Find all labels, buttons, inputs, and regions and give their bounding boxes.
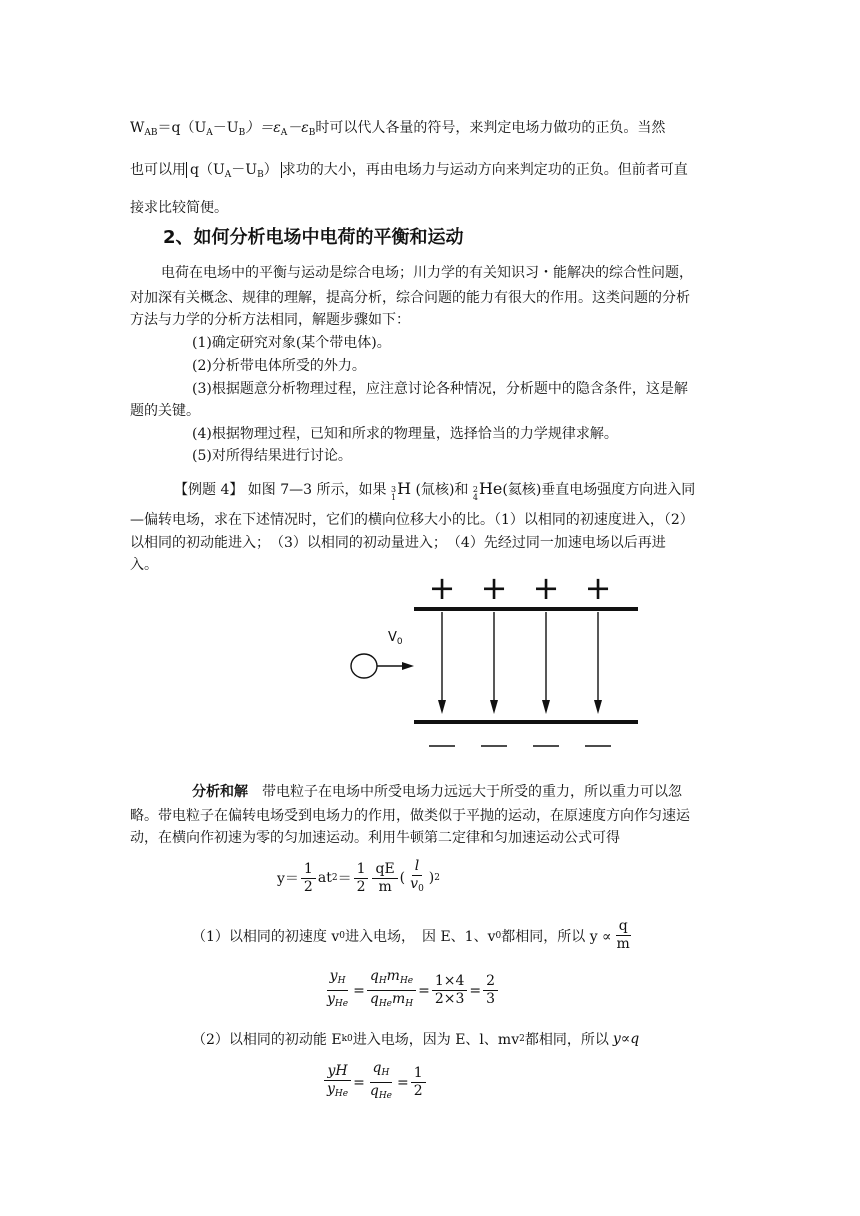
denominator: 2 [303,878,313,895]
subscript-a: A [280,128,288,138]
denominator: 2×3 [434,991,465,1007]
fraction-half [354,861,369,896]
arrowhead [438,700,446,714]
q: q [369,1083,379,1099]
charge-number: 4 [472,493,478,502]
text: 求功的大小，再由电场力与运动方向来判定功的正负。但前者可直 [281,162,688,178]
sub: H [405,999,414,1009]
subscript-a: A [206,128,213,138]
negative-plate [414,720,638,724]
text: 进入电场，因为 E、l、mv [352,1032,520,1048]
mass-number: 2 [472,485,478,494]
paragraph-line: 对加深有关概念、规律的理解，提高分析，综合问题的能力有很大的作用。这类问题的分析 [130,290,690,306]
step-3-cont: 题的关键。 [130,403,200,419]
text: 带电粒子在电场中所受电场力远远大于所受的重力，所以重力可以忽 [248,784,682,800]
sub: H [337,976,346,986]
paragraph-line: 方法与力学的分析方法相同，解题步骤如下： [130,312,410,328]
fraction-q-ratio [367,1060,395,1105]
isotope-numbers [473,486,478,502]
denominator [407,876,427,898]
numerator [367,968,416,991]
particle [351,654,377,678]
fraction-y-ratio [324,1063,351,1103]
eq-text: ( [399,870,406,886]
eq-text: y＝ [277,871,299,887]
q: q [369,968,379,984]
q: q [630,1031,640,1047]
superscript: 2 [434,873,440,883]
field-arrowheads [438,700,602,714]
sub: H [378,976,387,986]
step-3: (3)根据题意分析物理过程，应注意讨论各种情况，分析题中的隐含条件，这是解 [192,381,688,397]
text: ） [263,162,278,178]
superscript: 2 [331,873,338,883]
analysis-line-2: 略。带电粒子在偏转电场受到电场力的作用，做类似于平抛的运动，在原速度方向作匀速运 [130,808,690,824]
eq-text: ) [428,870,435,886]
equals: = [418,982,430,999]
numerator: 1×4 [432,973,468,991]
numerator: 1 [301,861,316,879]
sub: 0 [418,884,424,894]
element-symbol: H [397,479,412,498]
step-1: (1)确定研究对象(某个带电体)。 [192,335,391,351]
text: (氦核)垂直电场强度方向进入同 [502,482,696,498]
ratio-equation-1 [322,968,500,1013]
numerator: qE [372,861,397,879]
analysis-label: 分析和解 [192,784,248,800]
denominator [324,1081,351,1103]
sub: 0 [495,930,502,941]
text: 时可以代人各量的符号，来判定电场力做功的正负。当然 [315,120,666,136]
sub: k0 [341,1034,353,1044]
arrowhead [490,700,498,714]
example-line-1 [174,480,695,502]
analysis-line-3: 动，在横向作初速为零的匀加速运动。利用牛顿第二定律和匀加速运动公式可得 [130,830,620,846]
equals: = [353,1074,365,1091]
y: y [612,1031,621,1047]
plus-sign: + [532,569,560,607]
ratio-equation-2 [322,1060,428,1105]
text: 进入电场， 因 E、1、v [345,928,496,945]
denominator: m [616,936,630,952]
q: q [372,1060,382,1076]
abs-expression [186,162,282,178]
equals: = [469,982,482,999]
numerator: q [616,918,631,936]
y: y [327,1080,335,1097]
example-line-4: 入。 [130,557,158,573]
text: －U [231,162,258,178]
denominator [367,991,416,1013]
text: －ε [287,120,309,136]
proportional: ∝ [620,1031,631,1047]
numerator [370,1060,393,1083]
equation-displacement [277,858,440,898]
v-label: V [388,630,397,645]
plus-sign: + [584,569,612,607]
text: ）＝ε [245,120,281,136]
numerator: 2 [483,973,498,991]
text: （2）以相同的初动能 E [192,1032,342,1048]
sub: He [334,1088,349,1099]
subscript-a: A [224,170,232,180]
eq-text: ＝ [337,871,352,887]
subscript-b: B [238,128,246,138]
fraction-l-v0 [407,858,427,898]
fraction-q-m [614,918,633,953]
analysis-line-1 [192,783,682,801]
denominator [367,1083,395,1105]
sub: H [381,1068,390,1078]
sub: He [378,999,392,1009]
field-lines [442,612,598,708]
fraction-half [301,861,316,896]
plus-sign: + [480,569,508,607]
text: 都相同，所以 y ∝ [501,928,612,945]
fraction-result [483,973,498,1008]
text: －U [212,120,239,136]
v: v [410,876,419,892]
sup: 2 [519,1034,525,1044]
eq-text: at [317,870,332,886]
case-1-line [192,918,635,953]
denominator: m [378,878,392,895]
paragraph-line-2 [130,161,688,184]
plus-sign: + [428,569,456,607]
y: y [327,991,335,1007]
text-w: W [130,120,145,136]
section-heading: 2、如何分析电场中电荷的平衡和运动 [163,227,464,248]
numerator [327,968,349,991]
equals: = [353,982,365,999]
element-symbol: He [478,479,503,498]
subscript-b: B [308,128,316,138]
arrowhead [542,700,550,714]
m: m [386,968,400,984]
text: q（U [190,162,225,178]
y: y [329,968,338,984]
denominator [324,991,351,1013]
velocity-label [388,630,403,647]
text: ＝q（U [157,120,207,136]
mass-number: 3 [390,485,397,494]
v-sub: 0 [396,637,403,647]
fraction-qm-ratio [367,968,416,1013]
case-2-line [192,1029,639,1049]
text: 都相同，所以 [524,1032,609,1048]
text: 如图 7—3 所示，如果 [243,482,387,498]
charge-number: 1 [390,493,397,502]
denominator: 2 [413,1083,423,1099]
text: (氚核)和 [411,482,469,498]
subscript-ab: AB [144,128,158,138]
text: 也可以用 [130,162,186,178]
example-label: 【例题 4】 [174,482,244,498]
paragraph-line: 电荷在电场中的平衡与运动是综合电场；川力学的有关知识习・能解决的综合性问题， [161,265,693,281]
subscript-b: B [257,170,264,180]
numerator: l [412,858,422,876]
paragraph-line-3: 接求比较简便。 [130,200,228,216]
denominator: 2 [356,878,366,895]
q: q [369,991,379,1007]
velocity-arrowhead [402,662,414,670]
sub: He [378,1091,392,1101]
isotope-numbers [391,486,396,502]
arrowhead [594,700,602,714]
text: （1）以相同的初速度 v [192,928,340,945]
sub: He [334,999,349,1009]
fraction-y-ratio [324,968,351,1013]
numerator: 1 [354,861,369,879]
numerator: yH [324,1063,350,1081]
step-2: (2)分析带电体所受的外力。 [192,358,366,374]
m: m [392,991,406,1007]
sub: He [399,976,414,986]
numerator: 1 [411,1065,426,1083]
fraction-numeric [432,973,468,1008]
fraction-qe-m [372,861,397,896]
plus-signs [429,569,612,607]
positive-plate [414,607,638,611]
example-line-3: 以相同的初动能进入； （3）以相同的初动量进入； （4）先经过同一加速电场以后再进 [130,535,666,551]
fraction-result [411,1065,426,1100]
sub: 0 [339,930,346,941]
paragraph-line-1 [130,119,665,142]
step-4: (4)根据物理过程，已知和所求的物理量，选择恰当的力学规律求解。 [192,426,618,442]
denominator: 3 [486,991,496,1007]
example-line-2: —偏转电场，求在下述情况时，它们的横向位移大小的比。（1）以相同的初速度进入，（2） [130,512,694,528]
equals: = [397,1074,409,1091]
step-5: (5)对所得结果进行讨论。 [192,448,352,464]
